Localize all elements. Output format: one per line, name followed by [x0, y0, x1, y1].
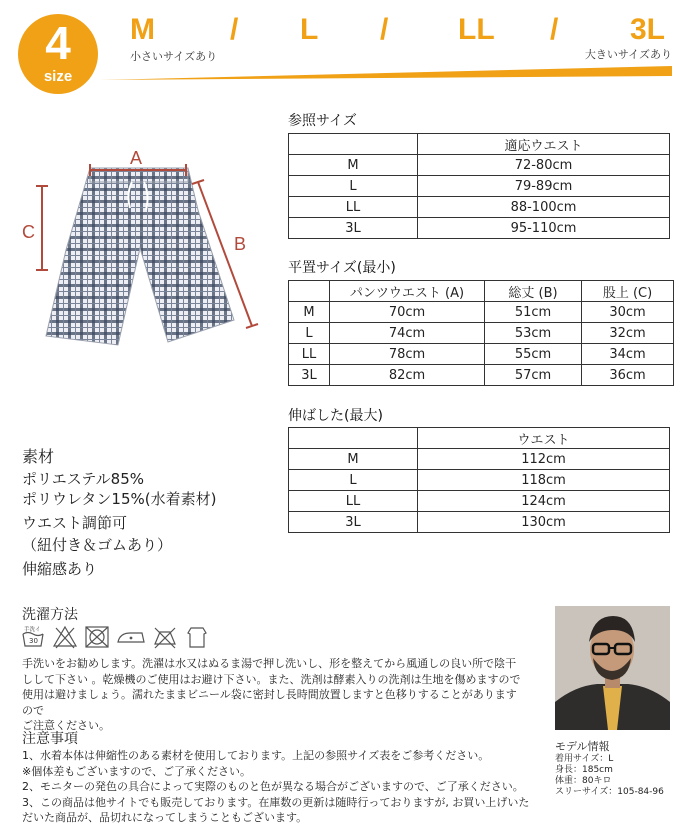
table-header-cell: パンツウエスト (A) — [330, 281, 485, 302]
hang-dry-icon — [184, 624, 210, 650]
notes-title: 注意事項 — [22, 731, 78, 747]
table-cell: 79-89cm — [418, 176, 670, 197]
table-header-cell: 総丈 (B) — [485, 281, 582, 302]
table-row — [289, 449, 670, 470]
table-header-row — [289, 428, 670, 449]
measure-a-label: A — [130, 148, 143, 168]
care-line: 使用は避けましょう。濡れたままビニール袋に密封し長時間放置しますと色移りすることがありますので — [22, 688, 517, 717]
note-line: だいた商品が、品切れになってしまうこともございます。 — [22, 811, 308, 824]
care-line: しして下さい 。乾燥機のご使用はお避け下さい。また、洗剤は酵素入りの洗剤は生地を傷めますので — [22, 672, 521, 686]
material-line: ポリウレタン15%(水着素材) — [22, 490, 217, 508]
table-cell — [289, 134, 418, 155]
material-line: ウエスト調節可 — [22, 514, 128, 532]
shorts-size-diagram — [20, 140, 270, 370]
model-info-line: 体重：80キロ — [555, 776, 612, 786]
table-cell: LL — [289, 491, 418, 512]
table-cell: M — [289, 302, 330, 323]
size-options-row — [130, 12, 670, 48]
hand-wash-30-icon — [20, 624, 46, 650]
badge-label: size — [43, 68, 73, 85]
table-cell: 78cm — [330, 344, 485, 365]
note-line: ※個体差もございますので、ご了承ください。 — [22, 764, 251, 778]
model-info-line: スリーサイズ：105-84-96 — [555, 787, 664, 797]
iron-low-icon — [116, 624, 146, 650]
table-header-cell: 適応ウエスト — [418, 134, 670, 155]
care-line: ご注意ください。 — [22, 719, 110, 732]
material-line: （紐付き＆ゴムあり） — [22, 536, 173, 554]
table-row — [289, 155, 670, 176]
ref-size-table — [288, 133, 670, 239]
table-cell: 82cm — [330, 365, 485, 386]
table-cell: 3L — [289, 218, 418, 239]
shorts-illustration — [46, 168, 234, 345]
table-cell — [289, 281, 330, 302]
model-info-title: モデル情報 — [555, 740, 610, 753]
stretch-table-title: 伸ばした(最大) — [288, 408, 383, 424]
table-cell: M — [289, 155, 418, 176]
material-line: 伸縮感あり — [22, 560, 98, 578]
care-instructions — [22, 656, 522, 734]
measure-c-label: C — [22, 222, 35, 242]
material-line: ポリエステル85% — [22, 470, 144, 488]
small-size-note: 小さいサイズあり — [130, 50, 218, 63]
table-cell: 124cm — [418, 491, 670, 512]
note-line: 1、水着本体は伸縮性のある素材を使用しております。上記の参照サイズ表をご参考ください。 — [22, 749, 490, 762]
size-option-ll: LL — [458, 13, 495, 46]
table-cell: 88-100cm — [418, 197, 670, 218]
table-row — [289, 302, 674, 323]
table-cell: 118cm — [418, 470, 670, 491]
table-row — [289, 344, 674, 365]
table-row — [289, 470, 670, 491]
table-header-row — [289, 134, 670, 155]
table-cell: 3L — [289, 512, 418, 533]
size-separator: / — [380, 13, 389, 46]
table-cell: 95-110cm — [418, 218, 670, 239]
table-cell: 74cm — [330, 323, 485, 344]
table-cell: L — [289, 470, 418, 491]
table-row — [289, 218, 670, 239]
care-title: 洗濯方法 — [22, 607, 78, 623]
size-option-l: L — [300, 13, 319, 46]
size-option-m: M — [130, 13, 155, 46]
model-photo — [555, 606, 670, 730]
table-cell: 51cm — [485, 302, 582, 323]
table-cell: 36cm — [582, 365, 674, 386]
table-cell: 3L — [289, 365, 330, 386]
table-cell: L — [289, 323, 330, 344]
care-line: 手洗いをお勧めします。洗濯は水又はぬるま湯で押し洗いし、形を整えてから風通しの良い所で陰干 — [22, 657, 517, 670]
table-cell: 57cm — [485, 365, 582, 386]
table-row — [289, 491, 670, 512]
header-underline — [100, 66, 672, 80]
table-header-cell: 股上 (C) — [582, 281, 674, 302]
table-cell: 53cm — [485, 323, 582, 344]
no-dry-clean-icon — [152, 624, 178, 650]
table-cell: 55cm — [485, 344, 582, 365]
stretch-size-table — [288, 427, 670, 533]
table-row — [289, 197, 670, 218]
table-row — [289, 512, 670, 533]
size-option-3l: 3L — [630, 13, 666, 46]
measure-b-label: B — [234, 234, 247, 254]
table-row — [289, 176, 670, 197]
table-cell: 112cm — [418, 449, 670, 470]
no-bleach-icon — [52, 624, 78, 650]
table-cell: 30cm — [582, 302, 674, 323]
flat-size-table — [288, 280, 674, 386]
table-header-cell: ウエスト — [418, 428, 670, 449]
table-cell: L — [289, 176, 418, 197]
table-row — [289, 365, 674, 386]
table-cell: 32cm — [582, 323, 674, 344]
flat-table-title: 平置サイズ(最小) — [288, 260, 396, 276]
table-cell: M — [289, 449, 418, 470]
model-info-line: 身長：185cm — [555, 765, 613, 775]
care-icons-row — [20, 624, 210, 650]
table-cell: 34cm — [582, 344, 674, 365]
note-line: 3、この商品は他サイトでも販売しております。在庫数の更新は随時行っておりますが, お買い上げいた — [22, 795, 530, 809]
material-title: 素材 — [22, 447, 55, 466]
model-info-line: 着用サイズ：L — [555, 754, 614, 764]
size-separator: / — [550, 13, 559, 46]
table-cell: 130cm — [418, 512, 670, 533]
care-symbol-label: 手洗イ — [24, 627, 41, 633]
table-row — [289, 323, 674, 344]
badge-number: 4 — [45, 17, 71, 69]
ref-table-title: 参照サイズ — [288, 113, 357, 129]
table-cell — [289, 428, 418, 449]
table-cell: LL — [289, 197, 418, 218]
size-count-badge — [18, 14, 98, 94]
table-cell: LL — [289, 344, 330, 365]
no-tumble-dry-icon — [84, 624, 110, 650]
size-separator: / — [230, 13, 239, 46]
care-symbol-label: 30 — [29, 637, 38, 645]
large-size-note: 大きいサイズあり — [584, 48, 672, 61]
table-cell: 70cm — [330, 302, 485, 323]
note-line: 2、モニターの発色の具合によって実際のものと色が異なる場合がございますので、ご了承ください。 — [22, 780, 524, 793]
table-header-row — [289, 281, 674, 302]
table-cell: 72-80cm — [418, 155, 670, 176]
notes-list — [22, 748, 542, 826]
